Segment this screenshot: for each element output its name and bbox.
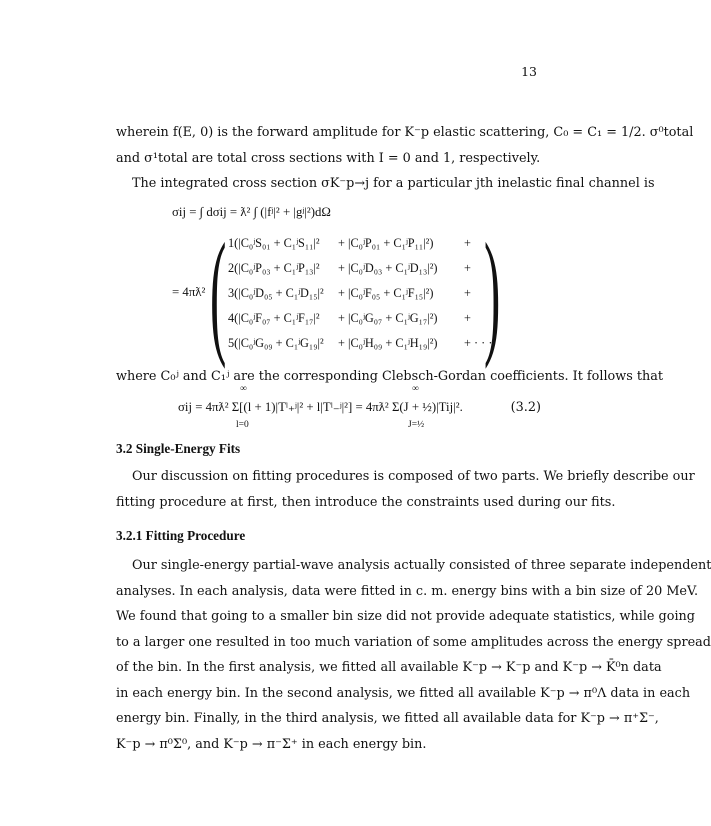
matrix-cell: + |C₀ʲD₀₃ + C₁ʲD₁₃|²): [338, 261, 438, 275]
text-line: where C₀ʲ and C₁ʲ are the corresponding Clebsch-Gordan coefficients. It follows that: [116, 369, 663, 384]
section-heading: 3.2 Single-Energy Fits: [116, 441, 241, 456]
matrix-cell: +: [464, 261, 471, 275]
text-line: energy bin. Finally, in the third analysis, we fitted all available data for K⁻p → π⁺Σ⁻,: [116, 711, 659, 726]
matrix-row-5: [228, 336, 324, 351]
matrix-cell: 2(|C₀ʲP₀₃ + C₁ʲP₁₃|²: [228, 261, 320, 275]
text-line: in each energy bin. In the second analysis, we fitted all available K⁻p → π⁰Λ data in each: [116, 685, 691, 701]
text-line: The integrated cross section σK⁻p→j for a particular jth inelastic final channel is: [132, 176, 655, 191]
matrix-cell: + · · ·: [464, 336, 493, 350]
matrix-cell: 1(|C₀ʲS₀₁ + C₁ʲS₁₁|²: [228, 236, 320, 250]
matrix-cell: +: [464, 236, 471, 250]
sum-upper-limit: ∞: [412, 384, 419, 394]
matrix-row-3: [228, 286, 324, 301]
paragraph-forward-amplitude: [116, 120, 694, 171]
matrix-row-1-b: [338, 236, 433, 251]
left-bracket: (: [210, 215, 227, 370]
matrix-cell: +: [464, 311, 471, 325]
matrix-cell: + |C₀ʲG₀₇ + C₁ʲG₁₇|²): [338, 311, 438, 325]
matrix-row-3-b: [338, 286, 433, 301]
text-line: of the bin. In the first analysis, we fitted all available K⁻p → K⁻p and K⁻p → K̄⁰n data: [116, 660, 662, 675]
sum-lower-limit: J=½: [408, 420, 425, 430]
text-line: to a larger one resulted in too much variation of some amplitudes across the energy spread: [116, 634, 711, 650]
equation-sigma-integral: σij = ∫ dσij = ƛ² ∫ (|fʲ|² + |gʲ|²)dΩ: [172, 205, 331, 219]
page-number: 13: [521, 64, 537, 79]
text-line: fitting procedure at first, then introduce the constraints used during our fits.: [116, 494, 616, 510]
matrix-row-5-c: [464, 336, 492, 351]
matrix-row-3-c: [464, 286, 471, 301]
matrix-row-2: [228, 261, 320, 276]
text-line: K⁻p → π⁰Σ⁰, and K⁻p → π⁻Σ⁺ in each energy bin.: [116, 736, 427, 752]
text-line: wherein f(E, 0) is the forward amplitude for K⁻p elastic scattering, C₀ = C₁ = 1/2. σ⁰total: [116, 125, 694, 140]
matrix-row-4: [228, 311, 320, 326]
matrix-row-4-b: [338, 311, 438, 326]
matrix-cell: 5(|C₀ʲG₀₉ + C₁ʲG₁₉|²: [228, 336, 324, 350]
matrix-row-2-b: [338, 261, 438, 276]
equation-number: (3.2): [510, 400, 541, 415]
subsection-heading: 3.2.1 Fitting Procedure: [116, 528, 246, 543]
paragraph-clebsch-gordan: [116, 364, 663, 390]
text-line: We found that going to a smaller bin size did not provide adequate statistics, while going: [116, 609, 695, 624]
matrix-cell: 4(|C₀ʲF₀₇ + C₁ʲF₁₇|²: [228, 311, 320, 325]
sum-lower-limit: l=0: [236, 420, 249, 430]
paragraph-fitting-overview: [116, 464, 695, 515]
equation-prefix: = 4πƛ²: [172, 285, 206, 299]
text-line: Our single-energy partial-wave analysis actually consisted of three separate independent: [132, 558, 711, 573]
matrix-row-1-c: [464, 236, 471, 251]
matrix-cell: 3(|C₀ʲD₀₅ + C₁ʲD₁₅|²: [228, 286, 324, 300]
matrix-cell: +: [464, 286, 471, 300]
matrix-row-2-c: [464, 261, 471, 276]
matrix-row-5-b: [338, 336, 438, 351]
text-line: analyses. In each analysis, data were fitted in c. m. energy bins with a bin size of 20 MeV.: [116, 583, 699, 599]
matrix-cell: + |C₀ʲH₀₉ + C₁ʲH₁₉|²): [338, 336, 438, 350]
text-line: Our discussion on fitting procedures is composed of two parts. We briefly describe our: [132, 469, 695, 484]
matrix-cell: + |C₀ʲP₀₁ + C₁ʲP₁₁|²): [338, 236, 434, 250]
text-line: and σ¹total are total cross sections with I = 0 and 1, respectively.: [116, 150, 541, 166]
sum-upper-limit: ∞: [240, 384, 247, 394]
matrix-cell: + |C₀ʲF₀₅ + C₁ʲF₁₅|²): [338, 286, 434, 300]
paragraph-fitting-procedure: [116, 553, 711, 757]
equation-3-2: σij = 4πƛ² Σ[(l + 1)|Tˡ₊ʲ|² + l|Tˡ₋ʲ|²] = 4πƛ² Σ(J + ½)|Tij|².: [178, 400, 463, 414]
matrix-row-4-c: [464, 311, 471, 326]
right-bracket: ): [484, 215, 501, 370]
matrix-row-1: [228, 236, 320, 251]
paragraph-integrated-cross-section: [116, 171, 655, 197]
